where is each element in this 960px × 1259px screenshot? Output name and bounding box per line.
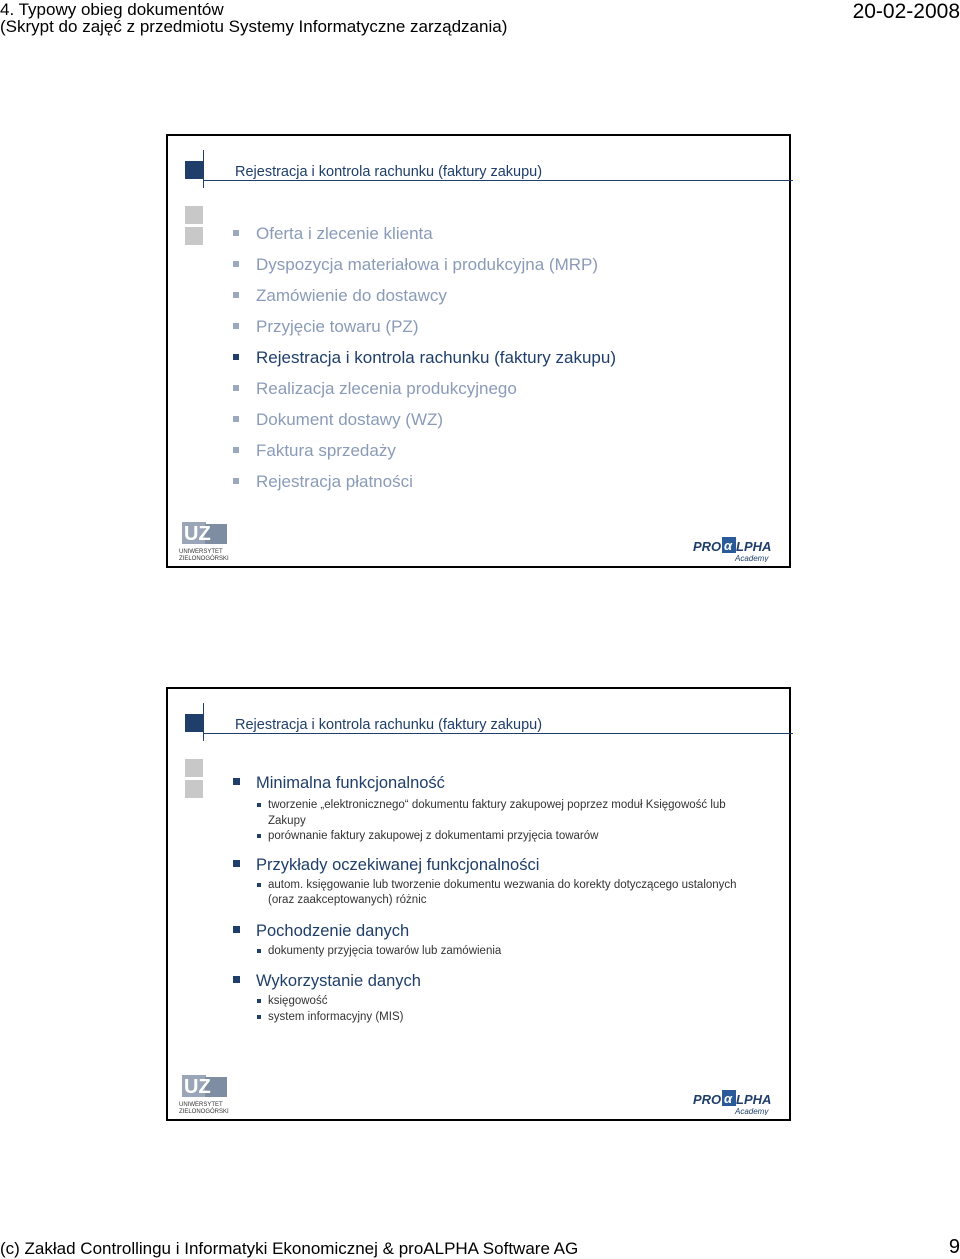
section-subitem: porównanie faktury zakupowej z dokumentami przyjęcia towarów: [268, 829, 756, 845]
bullet-icon: [257, 949, 261, 953]
list-item-active: Rejestracja i kontrola rachunku (faktury zakupu): [256, 348, 616, 379]
pa-lpha: LPHA: [736, 539, 772, 554]
bullet-icon: [233, 860, 240, 867]
section-heading: Pochodzenie danych: [256, 921, 756, 941]
title-underline: [203, 733, 793, 734]
list-item: Realizacja zlecenia produkcyjnego: [256, 379, 616, 410]
bullet-icon: [233, 323, 239, 329]
bullet-icon: [233, 778, 240, 785]
bullet-icon: [257, 883, 261, 887]
bullet-icon: [233, 230, 239, 236]
bullet-icon: [233, 447, 239, 453]
uz-line2: ZIELONOGÓRSKI: [179, 556, 229, 562]
functionality-list: [256, 773, 756, 1025]
proalpha-academy-logo: [691, 1089, 775, 1115]
list-item: Dokument dostawy (WZ): [256, 410, 616, 441]
list-item: Przyjęcie towaru (PZ): [256, 317, 616, 348]
section-subitem: system informacyjny (MIS): [268, 1010, 756, 1026]
chapter-title: 4. Typowy obieg dokumentów: [0, 0, 224, 19]
section-subitem: autom. księgowanie lub tworzenie dokumentu wezwania do korekty dotyczącego ustalonych (oraz zaakceptowanych) różnic: [268, 878, 756, 909]
uz-line2: ZIELONOGÓRSKI: [179, 1109, 229, 1115]
section-subitem: tworzenie „elektronicznego“ dokumentu faktury zakupowej poprzez moduł Księgowość lub Zakupy: [268, 798, 756, 829]
bullet-icon: [233, 926, 240, 933]
proalpha-academy-logo: [691, 536, 775, 562]
gray-square-icon: [185, 780, 203, 798]
title-underline: [203, 180, 793, 181]
list-item: Rejestracja płatności: [256, 472, 616, 503]
pa-academy: Academy: [735, 554, 769, 562]
process-list: [256, 224, 616, 503]
slide-title: Rejestracja i kontrola rachunku (faktury zakupu): [235, 164, 543, 180]
uz-letters: UZ: [184, 1076, 211, 1098]
pa-pro: PRO: [693, 539, 722, 554]
gray-square-icon: [185, 759, 203, 777]
frame-vertical-line: [203, 703, 204, 741]
bullet-icon: [233, 478, 239, 484]
bullet-icon: [233, 354, 239, 360]
bullet-icon: [257, 803, 261, 807]
pa-alpha: α: [724, 1091, 733, 1106]
footer-copyright: (c) Zakład Controllingu i Informatyki Ekonomicznej & proALPHA Software AG: [0, 1239, 579, 1258]
list-item: Dyspozycja materiałowa i produkcyjna (MRP): [256, 255, 616, 286]
list-item: Zamówienie do dostawcy: [256, 286, 616, 317]
slide-2: [166, 687, 791, 1121]
pa-alpha: α: [724, 538, 733, 553]
section-heading: Przykłady oczekiwanej funkcjonalności: [256, 855, 756, 875]
pa-pro: PRO: [693, 1092, 722, 1107]
title-square-icon: [185, 714, 203, 732]
header-date: 20-02-2008: [852, 0, 960, 23]
gray-square-icon: [185, 227, 203, 245]
list-item: Faktura sprzedaży: [256, 441, 616, 472]
slide-title: Rejestracja i kontrola rachunku (faktury zakupu): [235, 717, 543, 733]
pa-lpha: LPHA: [736, 1092, 772, 1107]
page-number: 9: [948, 1236, 960, 1258]
bullet-icon: [233, 416, 239, 422]
script-subtitle: (Skrypt do zajęć z przedmiotu Systemy Informatyczne zarządzania): [0, 17, 508, 36]
list-item: Oferta i zlecenie klienta: [256, 224, 616, 255]
uz-line1: UNIWERSYTET: [179, 549, 223, 555]
frame-vertical-line: [203, 150, 204, 188]
section-heading: Minimalna funkcjonalność: [256, 773, 756, 793]
uz-university-logo: [177, 519, 235, 563]
section-subitem: dokumenty przyjęcia towarów lub zamówienia: [268, 944, 756, 960]
bullet-icon: [257, 1015, 261, 1019]
pa-academy: Academy: [735, 1107, 769, 1115]
bullet-icon: [257, 834, 261, 838]
bullet-icon: [233, 976, 240, 983]
uz-line1: UNIWERSYTET: [179, 1102, 223, 1108]
section-subitem: księgowość: [268, 994, 756, 1010]
bullet-icon: [233, 292, 239, 298]
uz-letters: UZ: [184, 523, 211, 545]
bullet-icon: [233, 385, 239, 391]
bullet-icon: [257, 999, 261, 1003]
gray-square-icon: [185, 206, 203, 224]
bullet-icon: [233, 261, 239, 267]
section-heading: Wykorzystanie danych: [256, 971, 756, 991]
uz-university-logo: [177, 1072, 235, 1116]
title-square-icon: [185, 161, 203, 179]
slide-1: [166, 134, 791, 568]
